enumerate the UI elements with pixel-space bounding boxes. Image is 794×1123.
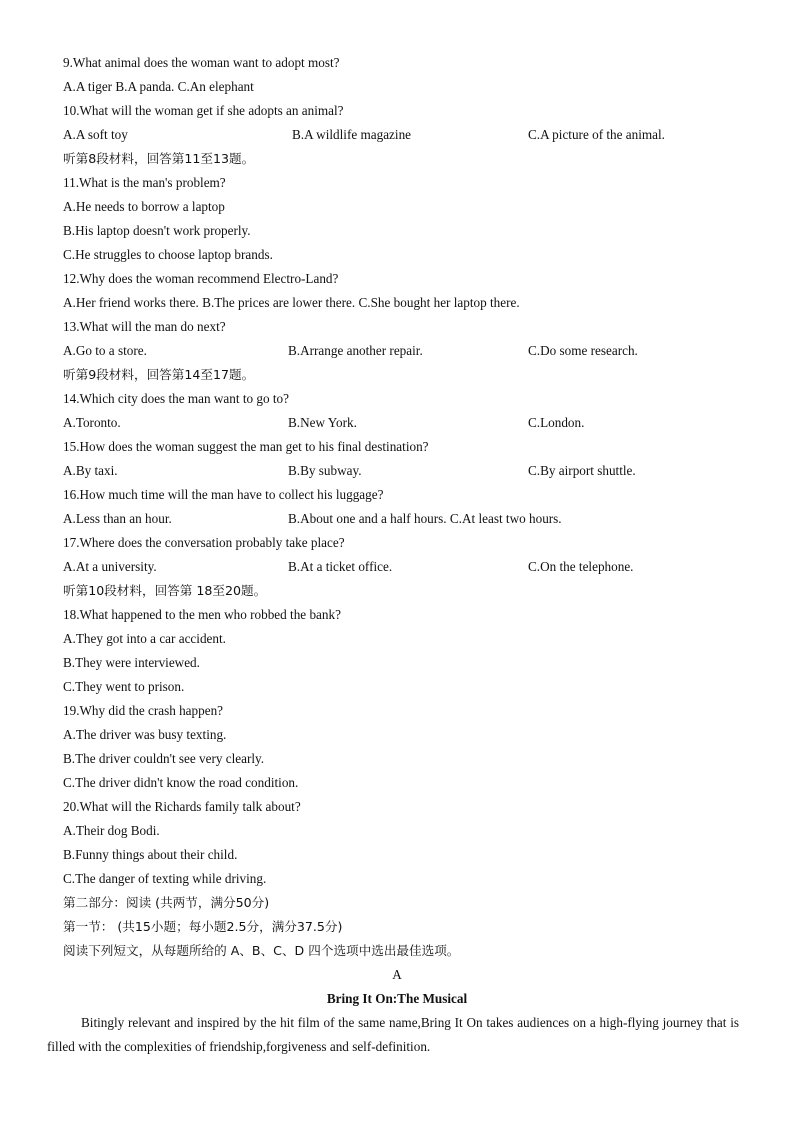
question-10-option-b: B.A wildlife magazine [292, 127, 412, 142]
question-19-option-b: B.The driver couldn't see very clearly. [63, 751, 265, 766]
question-19-option-c: C.The driver didn't know the road condition. [63, 775, 299, 790]
question-20-option-a: A.Their dog Bodi. [63, 823, 160, 838]
section-8-instruction: 听第8段材料，回答第11至13题。 [63, 151, 255, 166]
question-11: 11.What is the man's problem? [63, 175, 226, 190]
question-10: 10.What will the woman get if she adopts an animal? [63, 103, 344, 118]
question-9: 9.What animal does the woman want to adopt most? [63, 55, 340, 70]
question-13: 13.What will the man do next? [63, 319, 226, 334]
question-18: 18.What happened to the men who robbed the bank? [63, 607, 341, 622]
question-15-option-a: A.By taxi. [63, 463, 118, 478]
question-14-option-b: B.New York. [288, 415, 357, 430]
part2-section1: 第一节： (共15小题；每小题2.5分，满分37.5分) [63, 919, 343, 934]
question-18-option-b: B.They were interviewed. [63, 655, 200, 670]
question-10-option-a: A.A soft toy [63, 127, 128, 142]
passage-title: Bring It On:The Musical [326, 991, 468, 1006]
question-11-option-b: B.His laptop doesn't work properly. [63, 223, 251, 238]
question-17-option-a: A.At a university. [63, 559, 157, 574]
passage-text: Bitingly relevant and inspired by the hit film of the same name,Bring It On takes audiences on a high-flying journey that is filled with the complexities of friendship,forgiveness and self-definition. [47, 1015, 739, 1054]
passage-paragraph [47, 1011, 739, 1059]
part2-heading: 第二部分：阅读 (共两节，满分50分) [63, 895, 270, 910]
part2-instruction: 阅读下列短文，从每题所给的 A、B、C、D 四个选项中选出最佳选项。 [63, 943, 460, 958]
question-11-option-a: A.He needs to borrow a laptop [63, 199, 225, 214]
question-15-option-b: B.By subway. [288, 463, 362, 478]
section-10-instruction: 听第10段材料，回答第 18至20题。 [63, 583, 267, 598]
question-18-option-c: C.They went to prison. [63, 679, 185, 694]
question-13-option-a: A.Go to a store. [63, 343, 147, 358]
question-15: 15.How does the woman suggest the man get to his final destination? [63, 439, 429, 454]
question-13-option-c: C.Do some research. [528, 343, 638, 358]
question-11-option-c: C.He struggles to choose laptop brands. [63, 247, 273, 262]
question-18-option-a: A.They got into a car accident. [63, 631, 226, 646]
question-14-option-a: A.Toronto. [63, 415, 121, 430]
question-14-option-c: C.London. [528, 415, 585, 430]
question-12: 12.Why does the woman recommend Electro-Land? [63, 271, 339, 286]
question-13-option-b: B.Arrange another repair. [288, 343, 423, 358]
question-20: 20.What will the Richards family talk about? [63, 799, 301, 814]
question-19: 19.Why did the crash happen? [63, 703, 224, 718]
question-16: 16.How much time will the man have to collect his luggage? [63, 487, 384, 502]
question-20-option-b: B.Funny things about their child. [63, 847, 238, 862]
question-17: 17.Where does the conversation probably take place? [63, 535, 345, 550]
question-17-option-c: C.On the telephone. [528, 559, 634, 574]
question-17-option-b: B.At a ticket office. [288, 559, 393, 574]
question-20-option-c: C.The danger of texting while driving. [63, 871, 267, 886]
question-12-options: A.Her friend works there. B.The prices are lower there. C.She bought her laptop there. [63, 295, 520, 310]
question-9-options: A.A tiger B.A panda. C.An elephant [63, 79, 254, 94]
question-16-option-a: A.Less than an hour. [63, 511, 172, 526]
question-16-option-bc: B.About one and a half hours. C.At least two hours. [288, 511, 562, 526]
section-9-instruction: 听第9段材料，回答第14至17题。 [63, 367, 255, 382]
passage-label: A [392, 967, 402, 982]
question-15-option-c: C.By airport shuttle. [528, 463, 636, 478]
question-19-option-a: A.The driver was busy texting. [63, 727, 227, 742]
question-10-option-c: C.A picture of the animal. [528, 127, 665, 142]
question-14: 14.Which city does the man want to go to? [63, 391, 289, 406]
